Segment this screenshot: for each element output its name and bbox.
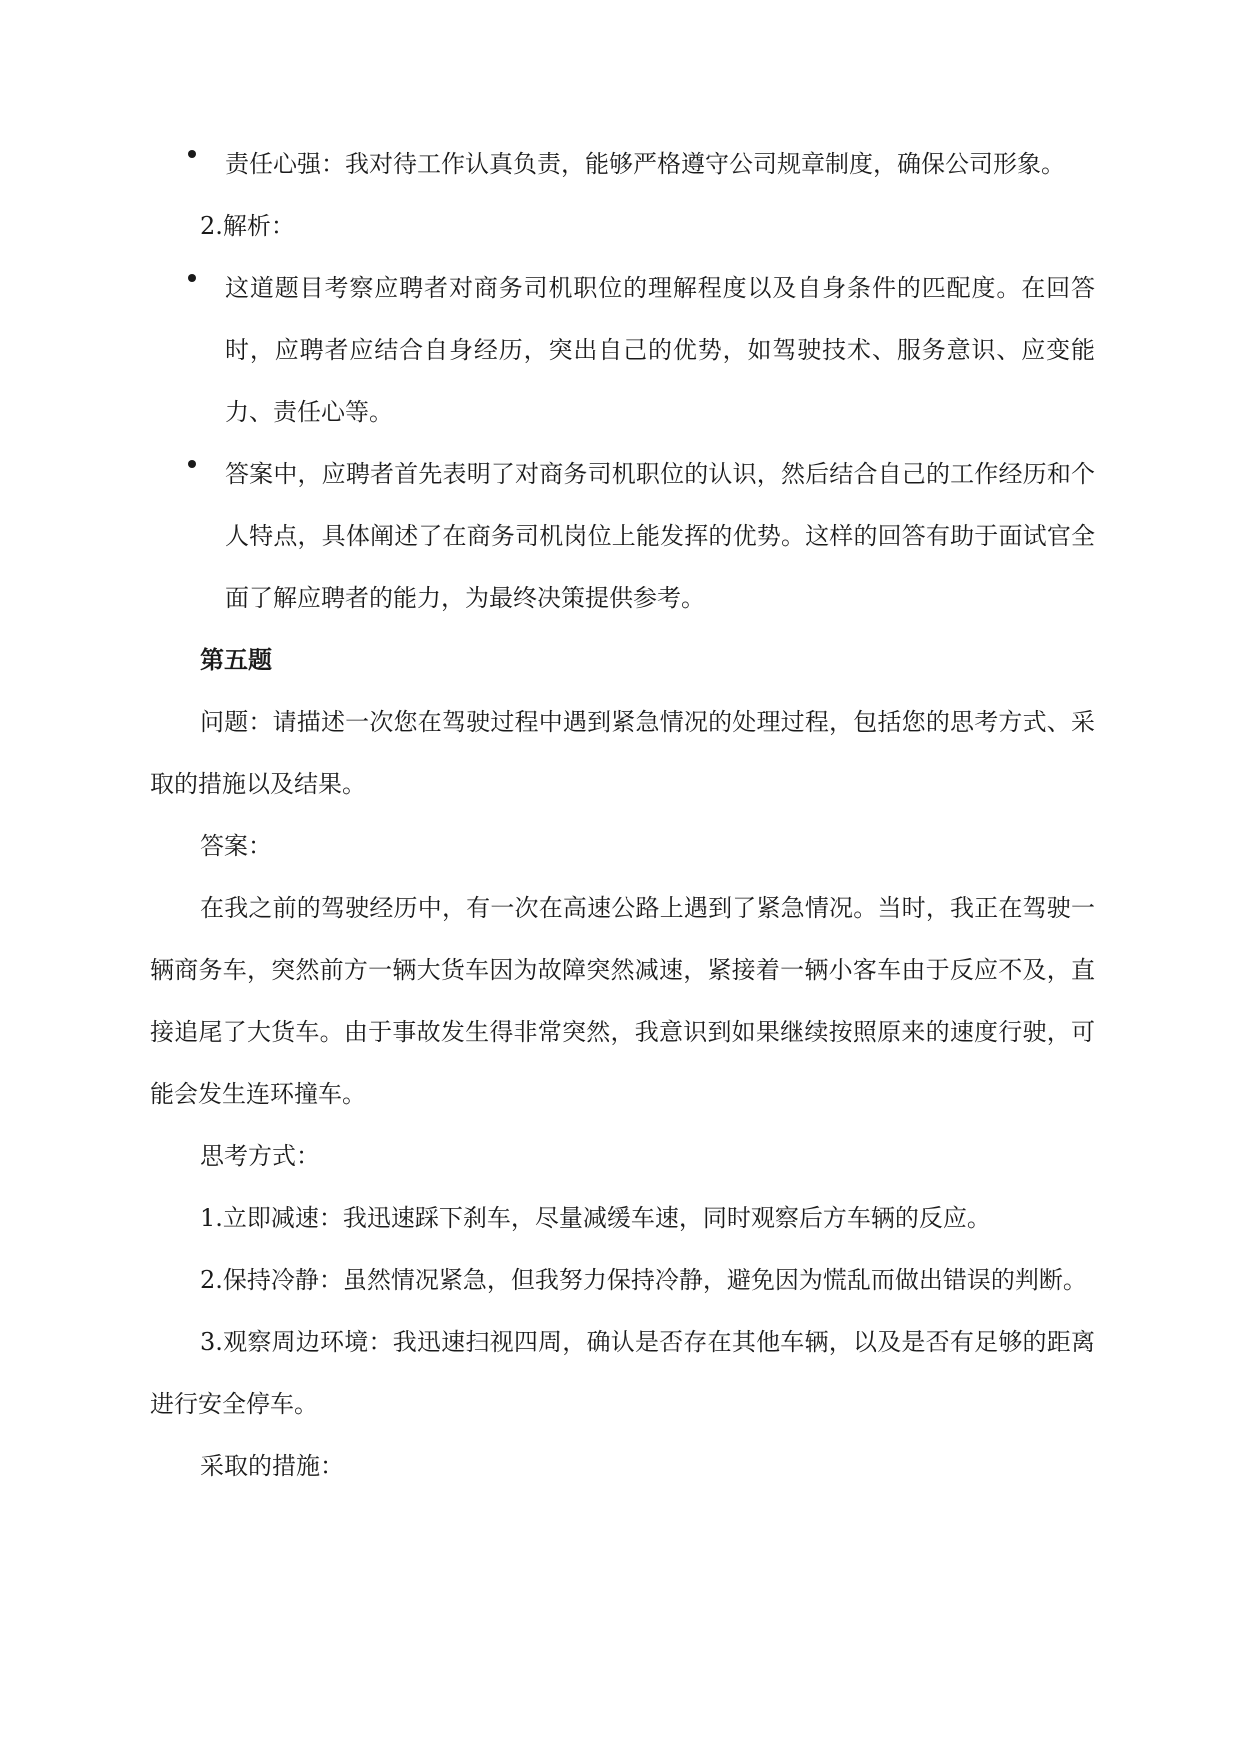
thinking-step-1: 1.立即减速：我迅速踩下刹车，尽量减缓车速，同时观察后方车辆的反应。 — [200, 1204, 991, 1232]
bullet-item-analysis-2 — [150, 443, 1100, 629]
analysis-label: 2.解析： — [200, 212, 295, 240]
section-heading: 第五题 — [200, 645, 272, 674]
bullet-text: 责任心强：我对待工作认真负责，能够严格遵守公司规章制度，确保公司形象。 — [225, 150, 1065, 178]
measures-label: 采取的措施： — [200, 1452, 344, 1480]
answer-label: 答案： — [200, 832, 272, 860]
bullet-item-responsibility — [150, 133, 1100, 195]
bullet-icon — [188, 460, 196, 468]
bullet-item-analysis-1 — [150, 257, 1100, 443]
bullet-text: 答案中，应聘者首先表明了对商务司机职位的认识，然后结合自己的工作经历和个人特点，具体阐述了在商务司机岗位上能发挥的优势。这样的回答有助于面试官全面了解应聘者的能力，为最终决策提供参考。 — [225, 460, 1095, 612]
thinking-step-2: 2.保持冷静：虽然情况紧急，但我努力保持冷静，避免因为慌乱而做出错误的判断。 — [200, 1266, 1087, 1294]
question-paragraph: 问题：请描述一次您在驾驶过程中遇到紧急情况的处理过程，包括您的思考方式、采取的措施以及结果。 — [150, 708, 1095, 798]
answer-paragraph: 在我之前的驾驶经历中，有一次在高速公路上遇到了紧急情况。当时，我正在驾驶一辆商务车，突然前方一辆大货车因为故障突然减速，紧接着一辆小客车由于反应不及，直接追尾了大货车。由于事故发生得非常突然，我意识到如果继续按照原来的速度行驶，可能会发生连环撞车。 — [150, 894, 1095, 1108]
thinking-step-3: 3.观察周边环境：我迅速扫视四周，确认是否存在其他车辆，以及是否有足够的距离进行安全停车。 — [150, 1328, 1095, 1418]
thinking-label: 思考方式： — [200, 1142, 320, 1170]
bullet-text: 这道题目考察应聘者对商务司机职位的理解程度以及自身条件的匹配度。在回答时，应聘者应结合自身经历，突出自己的优势，如驾驶技术、服务意识、应变能力、责任心等。 — [225, 274, 1095, 426]
bullet-icon — [188, 150, 196, 158]
bullet-icon — [188, 274, 196, 282]
